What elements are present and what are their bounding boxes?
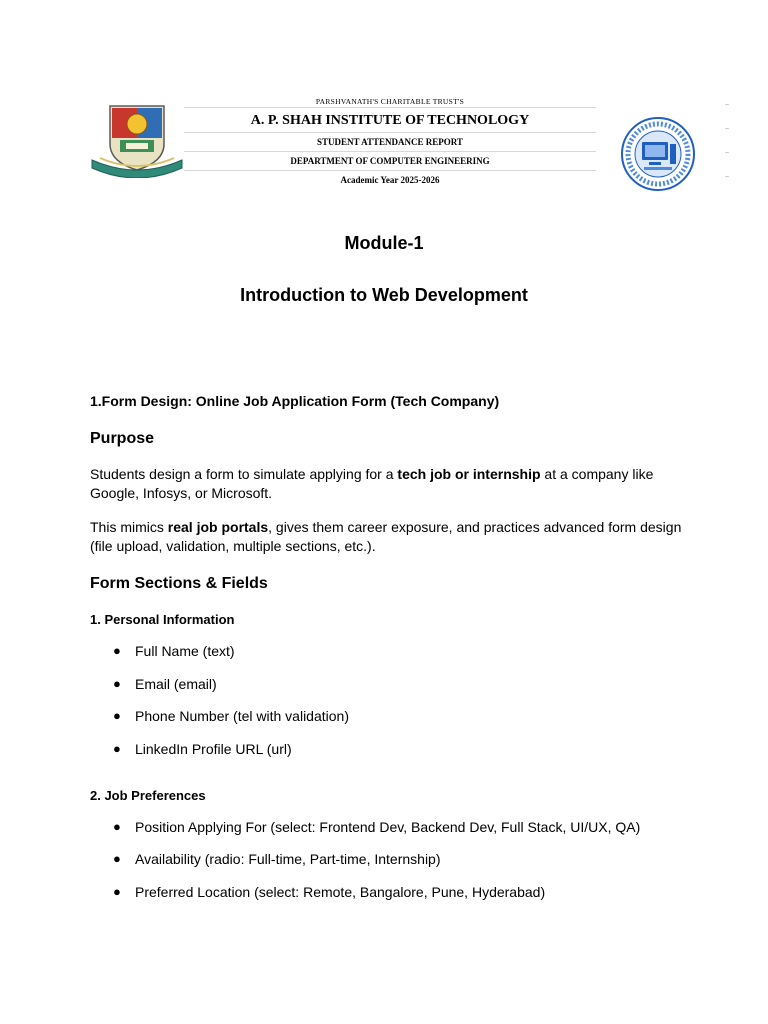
report-title: STUDENT ATTENDANCE REPORT xyxy=(184,133,596,152)
purpose-p2-emphasis: real job portals xyxy=(167,519,269,535)
bullet-icon: ● xyxy=(113,740,121,756)
purpose-p1-emphasis: tech job or internship xyxy=(397,466,541,482)
bullet-icon: ● xyxy=(113,883,121,899)
purpose-p2-text-end: , gives them career exposure, and practices advanced form design (file upload, validation, multiple sections, etc.). xyxy=(90,519,682,554)
assignment-title: 1.Form Design: Online Job Application Form (Tech Company) xyxy=(90,393,500,409)
academic-year: Academic Year 2025-2026 xyxy=(340,175,440,185)
list-item xyxy=(90,850,690,868)
margin-rules xyxy=(725,104,729,200)
bullet-icon: ● xyxy=(113,675,121,691)
list-item xyxy=(90,675,690,693)
institute-name: A. P. SHAH INSTITUTE OF TECHNOLOGY xyxy=(184,108,596,133)
subject-title: Introduction to Web Development xyxy=(240,285,528,305)
bullet-icon: ● xyxy=(113,708,121,724)
purpose-paragraph-2 xyxy=(90,518,690,556)
purpose-p1-text: Students design a form to simulate applying for a xyxy=(90,466,398,482)
letterhead xyxy=(88,96,728,192)
section-personal-heading: 1. Personal Information xyxy=(90,612,235,627)
list-item-text: Phone Number (tel with validation) xyxy=(135,708,349,725)
department-name: DEPARTMENT OF COMPUTER ENGINEERING xyxy=(184,152,596,171)
bullet-icon: ● xyxy=(113,643,121,658)
trust-name: PARSHVANATH'S CHARITABLE TRUST'S xyxy=(184,96,596,108)
list-item xyxy=(90,642,690,660)
list-item-text: Availability (radio: Full-time, Part-time, Internship) xyxy=(135,851,441,868)
institute-crest-icon xyxy=(90,104,184,178)
list-item-text: Full Name (text) xyxy=(135,643,235,659)
purpose-paragraph-1 xyxy=(90,465,690,503)
assignment-content xyxy=(90,392,690,916)
letterhead-text xyxy=(184,96,596,187)
purpose-heading: Purpose xyxy=(90,430,155,447)
module-title: Module-1 xyxy=(344,233,424,253)
department-seal-icon xyxy=(618,116,698,192)
form-sections-heading: Form Sections & Fields xyxy=(90,575,268,592)
purpose-p1-text-end: at a company like Google, Infosys, or Microsoft. xyxy=(90,466,654,501)
purpose-p2-text: This mimics xyxy=(90,519,168,535)
list-item-text: Preferred Location (select: Remote, Bangalore, Pune, Hyderabad) xyxy=(135,883,546,900)
bullet-icon: ● xyxy=(113,851,121,867)
section-job-preferences-heading: 2. Job Preferences xyxy=(90,787,206,803)
personal-fields-list xyxy=(90,642,690,758)
bullet-icon: ● xyxy=(113,818,121,834)
job-preferences-list xyxy=(90,818,690,901)
list-item-text: Position Applying For (select: Frontend Dev, Backend Dev, Full Stack, UI/UX, QA) xyxy=(135,818,641,835)
list-item xyxy=(90,707,690,725)
list-item xyxy=(90,883,690,901)
list-item-text: LinkedIn Profile URL (url) xyxy=(135,740,292,757)
list-item xyxy=(90,818,690,836)
list-item xyxy=(90,740,690,758)
list-item-text: Email (email) xyxy=(135,675,217,692)
